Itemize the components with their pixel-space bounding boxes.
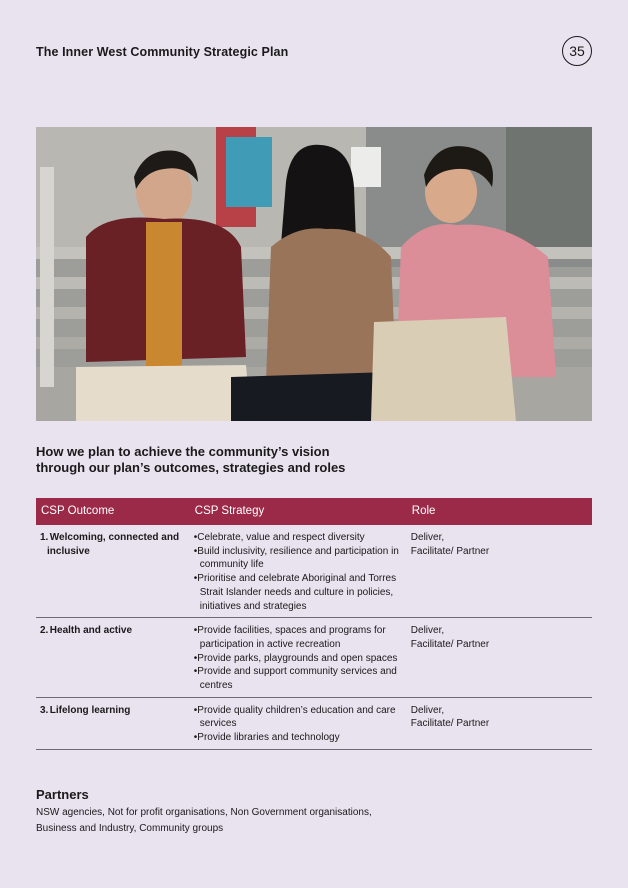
document-title: The Inner West Community Strategic Plan [36, 45, 289, 59]
section-intro [36, 444, 456, 476]
strategy-item: • Provide quality children’s education and care services [194, 704, 403, 731]
role-line: Facilitate/ Partner [410, 638, 490, 650]
table-row [36, 618, 592, 698]
strategy-item: • Build inclusivity, resilience and participation in community life [194, 545, 403, 572]
partners-line: Business and Industry, Community groups [36, 822, 224, 834]
outcome-number: 3. [40, 704, 49, 716]
header-role: Role [407, 498, 592, 525]
table-row [36, 525, 592, 618]
outcome-cell [36, 618, 190, 698]
strategy-cell [190, 697, 407, 749]
role-line: Facilitate/ Partner [410, 718, 490, 730]
role-cell [407, 525, 592, 618]
role-cell [407, 697, 592, 749]
outcome-number: 2. [40, 625, 49, 637]
partners-heading: Partners [36, 787, 89, 802]
strategy-cell [190, 618, 407, 698]
strategy-item: • Prioritise and celebrate Aboriginal and Torres Strait Islander needs and culture in policies, initiatives and strategies [194, 572, 403, 613]
outcome-title: Welcoming, connected and [49, 532, 180, 543]
header-outcome: CSP Outcome [36, 498, 190, 525]
outcome-number: 1. [40, 532, 49, 543]
hero-photo [36, 127, 592, 421]
outcome-title: Health and active [49, 625, 133, 637]
outcome-title-cont: inclusive [47, 545, 90, 557]
strategy-item: • Provide facilities, spaces and programs for participation in active recreation [194, 624, 403, 651]
csp-table [36, 498, 592, 750]
outcome-title: Lifelong learning [49, 704, 131, 716]
table-row [36, 697, 592, 749]
role-cell [407, 618, 592, 698]
role-line: Deliver, [410, 532, 445, 543]
page-number-badge: 35 [562, 36, 592, 66]
strategy-item: • Provide parks, playgrounds and open spaces [194, 652, 403, 666]
table-header-row [36, 498, 592, 525]
role-line: Deliver, [410, 625, 445, 637]
strategy-cell [190, 525, 407, 618]
strategy-item: • Provide libraries and technology [194, 731, 403, 745]
header-strategy: CSP Strategy [190, 498, 407, 525]
outcome-cell [36, 525, 190, 618]
outcome-cell [36, 697, 190, 749]
partners-list [36, 805, 416, 836]
role-line: Deliver, [410, 704, 445, 716]
intro-line-1: How we plan to achieve the community’s vision [36, 444, 330, 459]
intro-line-2: through our plan’s outcomes, strategies and roles [36, 460, 346, 475]
strategy-item: • Celebrate, value and respect diversity [194, 531, 403, 545]
strategy-item: • Provide and support community services and centres [194, 665, 403, 692]
partners-line: NSW agencies, Not for profit organisations, Non Government organisations, [36, 807, 372, 818]
role-line: Facilitate/ Partner [410, 545, 490, 557]
